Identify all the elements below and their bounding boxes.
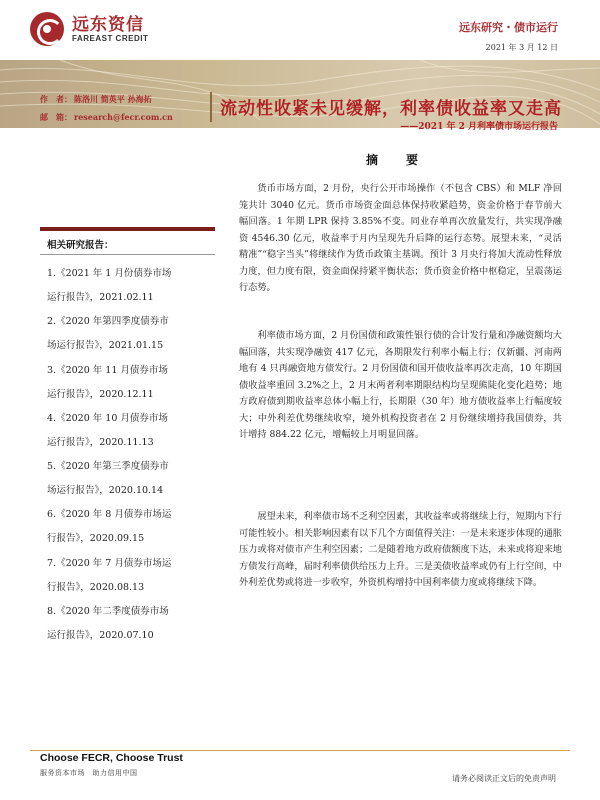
related-report-line: 运行报告》，2021.02.11 bbox=[47, 292, 154, 303]
related-report-line: 运行报告》，2020.12.11 bbox=[47, 388, 154, 400]
related-report-item[interactable] bbox=[47, 359, 217, 407]
logo-en-text: FAREAST CREDIT bbox=[72, 33, 149, 43]
authors-label: 作 者： bbox=[40, 94, 72, 104]
related-reports-title: 相关研究报告： bbox=[47, 240, 114, 251]
report-type: 远东研究・债市运行 bbox=[459, 21, 558, 34]
email-label: 邮 箱： bbox=[40, 112, 72, 122]
related-report-item[interactable] bbox=[47, 407, 217, 455]
logo-cn-text: 远东资信 bbox=[72, 14, 144, 35]
related-report-line: 运行报告》，2020.07.10 bbox=[47, 630, 154, 642]
company-logo bbox=[30, 12, 148, 46]
footer-tagline: 服务资本市场 助力信用中国 bbox=[40, 769, 138, 777]
banner-divider bbox=[210, 92, 212, 122]
related-reports-list bbox=[47, 262, 217, 648]
related-report-line: 运行报告》，2020.11.13 bbox=[47, 436, 154, 448]
fareast-logo-icon bbox=[30, 12, 64, 46]
related-report-line: 2.《2020 年第四季度债券市 bbox=[47, 316, 169, 328]
footer-divider bbox=[30, 750, 570, 751]
report-date: 2021 年 3 月 12 日 bbox=[485, 43, 558, 52]
abstract-heading: 摘 要 bbox=[366, 153, 427, 167]
related-report-line: 5.《2020 年第三季度债券市 bbox=[47, 461, 169, 473]
authors bbox=[40, 94, 152, 105]
abstract-paragraph-outlook: 展望未来，利率债市场不乏利空因素，其收益率或将继续上行，短期内下行可能性较小。相关影响因素有以下几个方面值得关注：一是未来逐步体现的通胀压力或将对债市产生利空因素；二是随着地方政府债额度下达，未来或将迎来地方债发行高峰，届时利率债供给压力上升。三是美债收益率或仍有上行空间，中外利差优势或将进一步收窄，外资机构增持中国利率债力度或将继续下降。 bbox=[239, 511, 562, 588]
related-report-item[interactable] bbox=[47, 455, 217, 503]
disclaimer-note: 请务必阅读正文后的免责声明 bbox=[452, 774, 556, 783]
related-report-line: 8.《2020 年二季度债券市场 bbox=[47, 606, 169, 618]
footer-slogan: Choose FECR, Choose Trust bbox=[40, 752, 183, 764]
related-report-item[interactable] bbox=[47, 600, 217, 648]
related-report-line: 3.《2020 年 11 月债券市场 bbox=[47, 364, 168, 376]
abstract-paragraph-rate-bonds: 利率债市场方面，2 月份国债和政策性银行债的合计发行量和净融资额均大幅回落，共实现净融资 417 亿元，各期限发行利率小幅上行；仅新疆、河南两地有 4 只再融资地方债发行。2 月份国债和国开债收益率再次走高，10 年期国债收益率重回 3.2%之上，2 月末两者利率期限结构均呈现熊陡化变化趋势；地方政府债到期收益率总体小幅上行，长期限（30 年）地方债收益率上行幅度较大；中外利差优势继续收窄，境外机构投资者在 2 月份继续增持我国债券，共计增持 884.22 亿元，增幅较上月明显回落。 bbox=[239, 330, 562, 440]
related-report-line: 场运行报告》，2020.10.14 bbox=[47, 485, 164, 497]
related-report-item[interactable] bbox=[47, 503, 217, 551]
related-report-line: 场运行报告》，2021.01.15 bbox=[47, 340, 164, 352]
abstract-paragraph-money-market: 货币市场方面，2 月份，央行公开市场操作（不包含 CBS）和 MLF 净回笼共计 3040 亿元。货币市场资金面总体保持收紧趋势，资金价格于春节前大幅回落。1 年期 LPR 保持 3.85%不变。同业存单再次放量发行，共实现净融资 4546.30 亿元，收益率于月内呈现先升后降的运行态势。展望未来，“灵活精准”“稳字当头”将继续作为货币政策主基调。预计 3 月央行将加大流动性释放力度，但力度有限，资金面保持紧平衡状态；货币资金价格中枢稳定，呈震荡运行态势。 bbox=[239, 183, 562, 293]
related-report-line: 7.《2020 年 7 月债券市场运 bbox=[47, 557, 172, 569]
related-report-line: 4.《2020 年 10 月债券市场 bbox=[47, 412, 168, 424]
related-report-line: 6.《2020 年 8 月债券市场运 bbox=[47, 509, 172, 521]
related-report-item[interactable] bbox=[47, 310, 217, 358]
report-title: 流动性收紧未见缓解，利率债收益率又走高 bbox=[220, 99, 562, 119]
email-link[interactable]: research@fecr.com.cn bbox=[74, 112, 173, 122]
authors-value: 陈洛川 简英平 孙海拓 bbox=[74, 94, 152, 104]
sidebar-accent-bar bbox=[40, 227, 215, 231]
related-report-item[interactable] bbox=[47, 552, 217, 600]
related-report-item[interactable] bbox=[47, 262, 217, 310]
email bbox=[40, 112, 173, 123]
related-report-line: 行报告》，2020.09.15 bbox=[47, 533, 145, 545]
sidebar-divider bbox=[40, 254, 215, 255]
report-subtitle: ——2021 年 2 月利率债市场运行报告 bbox=[400, 122, 558, 132]
related-report-line: 1.《2021 年 1 月份债券市场 bbox=[47, 268, 172, 279]
related-report-line: 行报告》，2020.08.13 bbox=[47, 581, 145, 593]
